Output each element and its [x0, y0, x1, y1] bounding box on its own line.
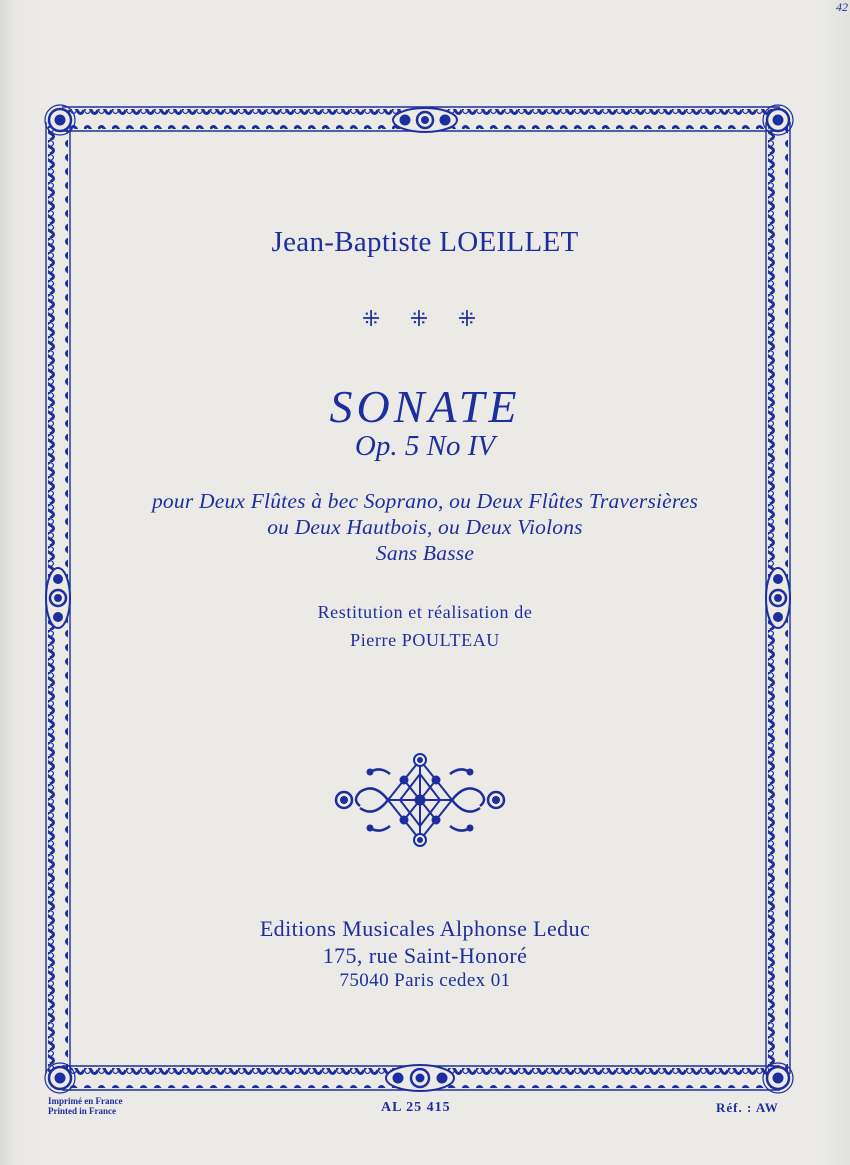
- publisher-city: 75040 Paris cedex 01: [339, 970, 511, 991]
- instrumentation-line: Sans Basse: [375, 541, 475, 565]
- restitution-credit: Restitution et réalisation de: [317, 602, 533, 622]
- publisher-street: 175, rue Saint-Honoré: [322, 943, 528, 968]
- instrumentation-line: pour Deux Flûtes à bec Soprano, ou Deux Flûtes Traversières: [151, 489, 699, 513]
- composer-name: Jean-Baptiste LOEILLET: [271, 226, 579, 258]
- printed-in-french: Imprimé en France: [48, 1096, 123, 1106]
- printed-in-notice: [48, 1096, 122, 1116]
- work-title: SONATE: [329, 381, 521, 432]
- printed-in-english: Printed in France: [48, 1106, 116, 1116]
- publisher-name: Editions Musicales Alphonse Leduc: [259, 916, 591, 941]
- separator-stars: ⁜ ⁜ ⁜: [361, 306, 489, 331]
- catalog-number: AL 25 415: [381, 1100, 451, 1115]
- arranger-name: Pierre POULTEAU: [350, 630, 500, 650]
- corner-page-mark: 42: [836, 0, 848, 14]
- instrumentation-line: ou Deux Hautbois, ou Deux Violons: [267, 515, 583, 539]
- reference-code: Réf. : AW: [716, 1100, 779, 1115]
- opus-number: Op. 5 No IV: [354, 430, 496, 462]
- floral-ornament: [330, 752, 510, 848]
